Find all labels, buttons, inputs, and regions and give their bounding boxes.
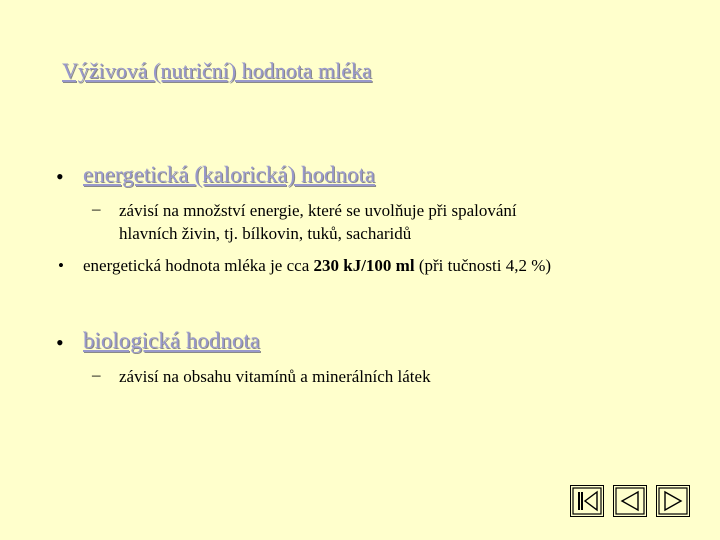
bullet-marker: • [56, 164, 64, 189]
dash-marker: – [92, 365, 101, 384]
sub-bullet-energy-line2: hlavních živin, tj. bílkovin, tuků, sacharidů [119, 224, 412, 243]
energy-value-amount: 230 kJ/100 ml [313, 256, 415, 275]
previous-slide-icon [614, 486, 647, 517]
bullet-energy-value [0, 254, 720, 278]
sub-bullet-biological [0, 365, 720, 389]
slide-navigation [570, 485, 692, 519]
sub-bullet-energy [0, 199, 720, 247]
bullet-marker: • [56, 330, 64, 355]
next-slide-button[interactable] [656, 485, 690, 517]
energy-value-text [83, 254, 551, 277]
sub-bullet-energy-line1: závisí na množství energie, které se uvolňuje při spalování [119, 201, 517, 220]
slide-title: Výživová (nutriční) hodnota mléka [62, 58, 372, 83]
energy-value-prefix: energetická hodnota mléka je cca [83, 256, 314, 275]
sub-bullet-biological-line1: závisí na obsahu vitamínů a minerálních látek [119, 367, 431, 386]
bullet-energy [0, 162, 720, 192]
first-slide-button[interactable] [570, 485, 604, 517]
bullet-energy-heading: energetická (kalorická) hodnota [83, 162, 376, 187]
bullet-marker: • [58, 256, 64, 275]
dash-marker: – [92, 199, 101, 218]
previous-slide-button[interactable] [613, 485, 647, 517]
bullet-biological [0, 328, 720, 358]
bullet-biological-heading: biologická hodnota [83, 328, 260, 353]
next-slide-icon [657, 486, 690, 517]
first-slide-icon [571, 486, 604, 517]
energy-value-suffix: (při tučnosti 4,2 %) [414, 256, 552, 275]
